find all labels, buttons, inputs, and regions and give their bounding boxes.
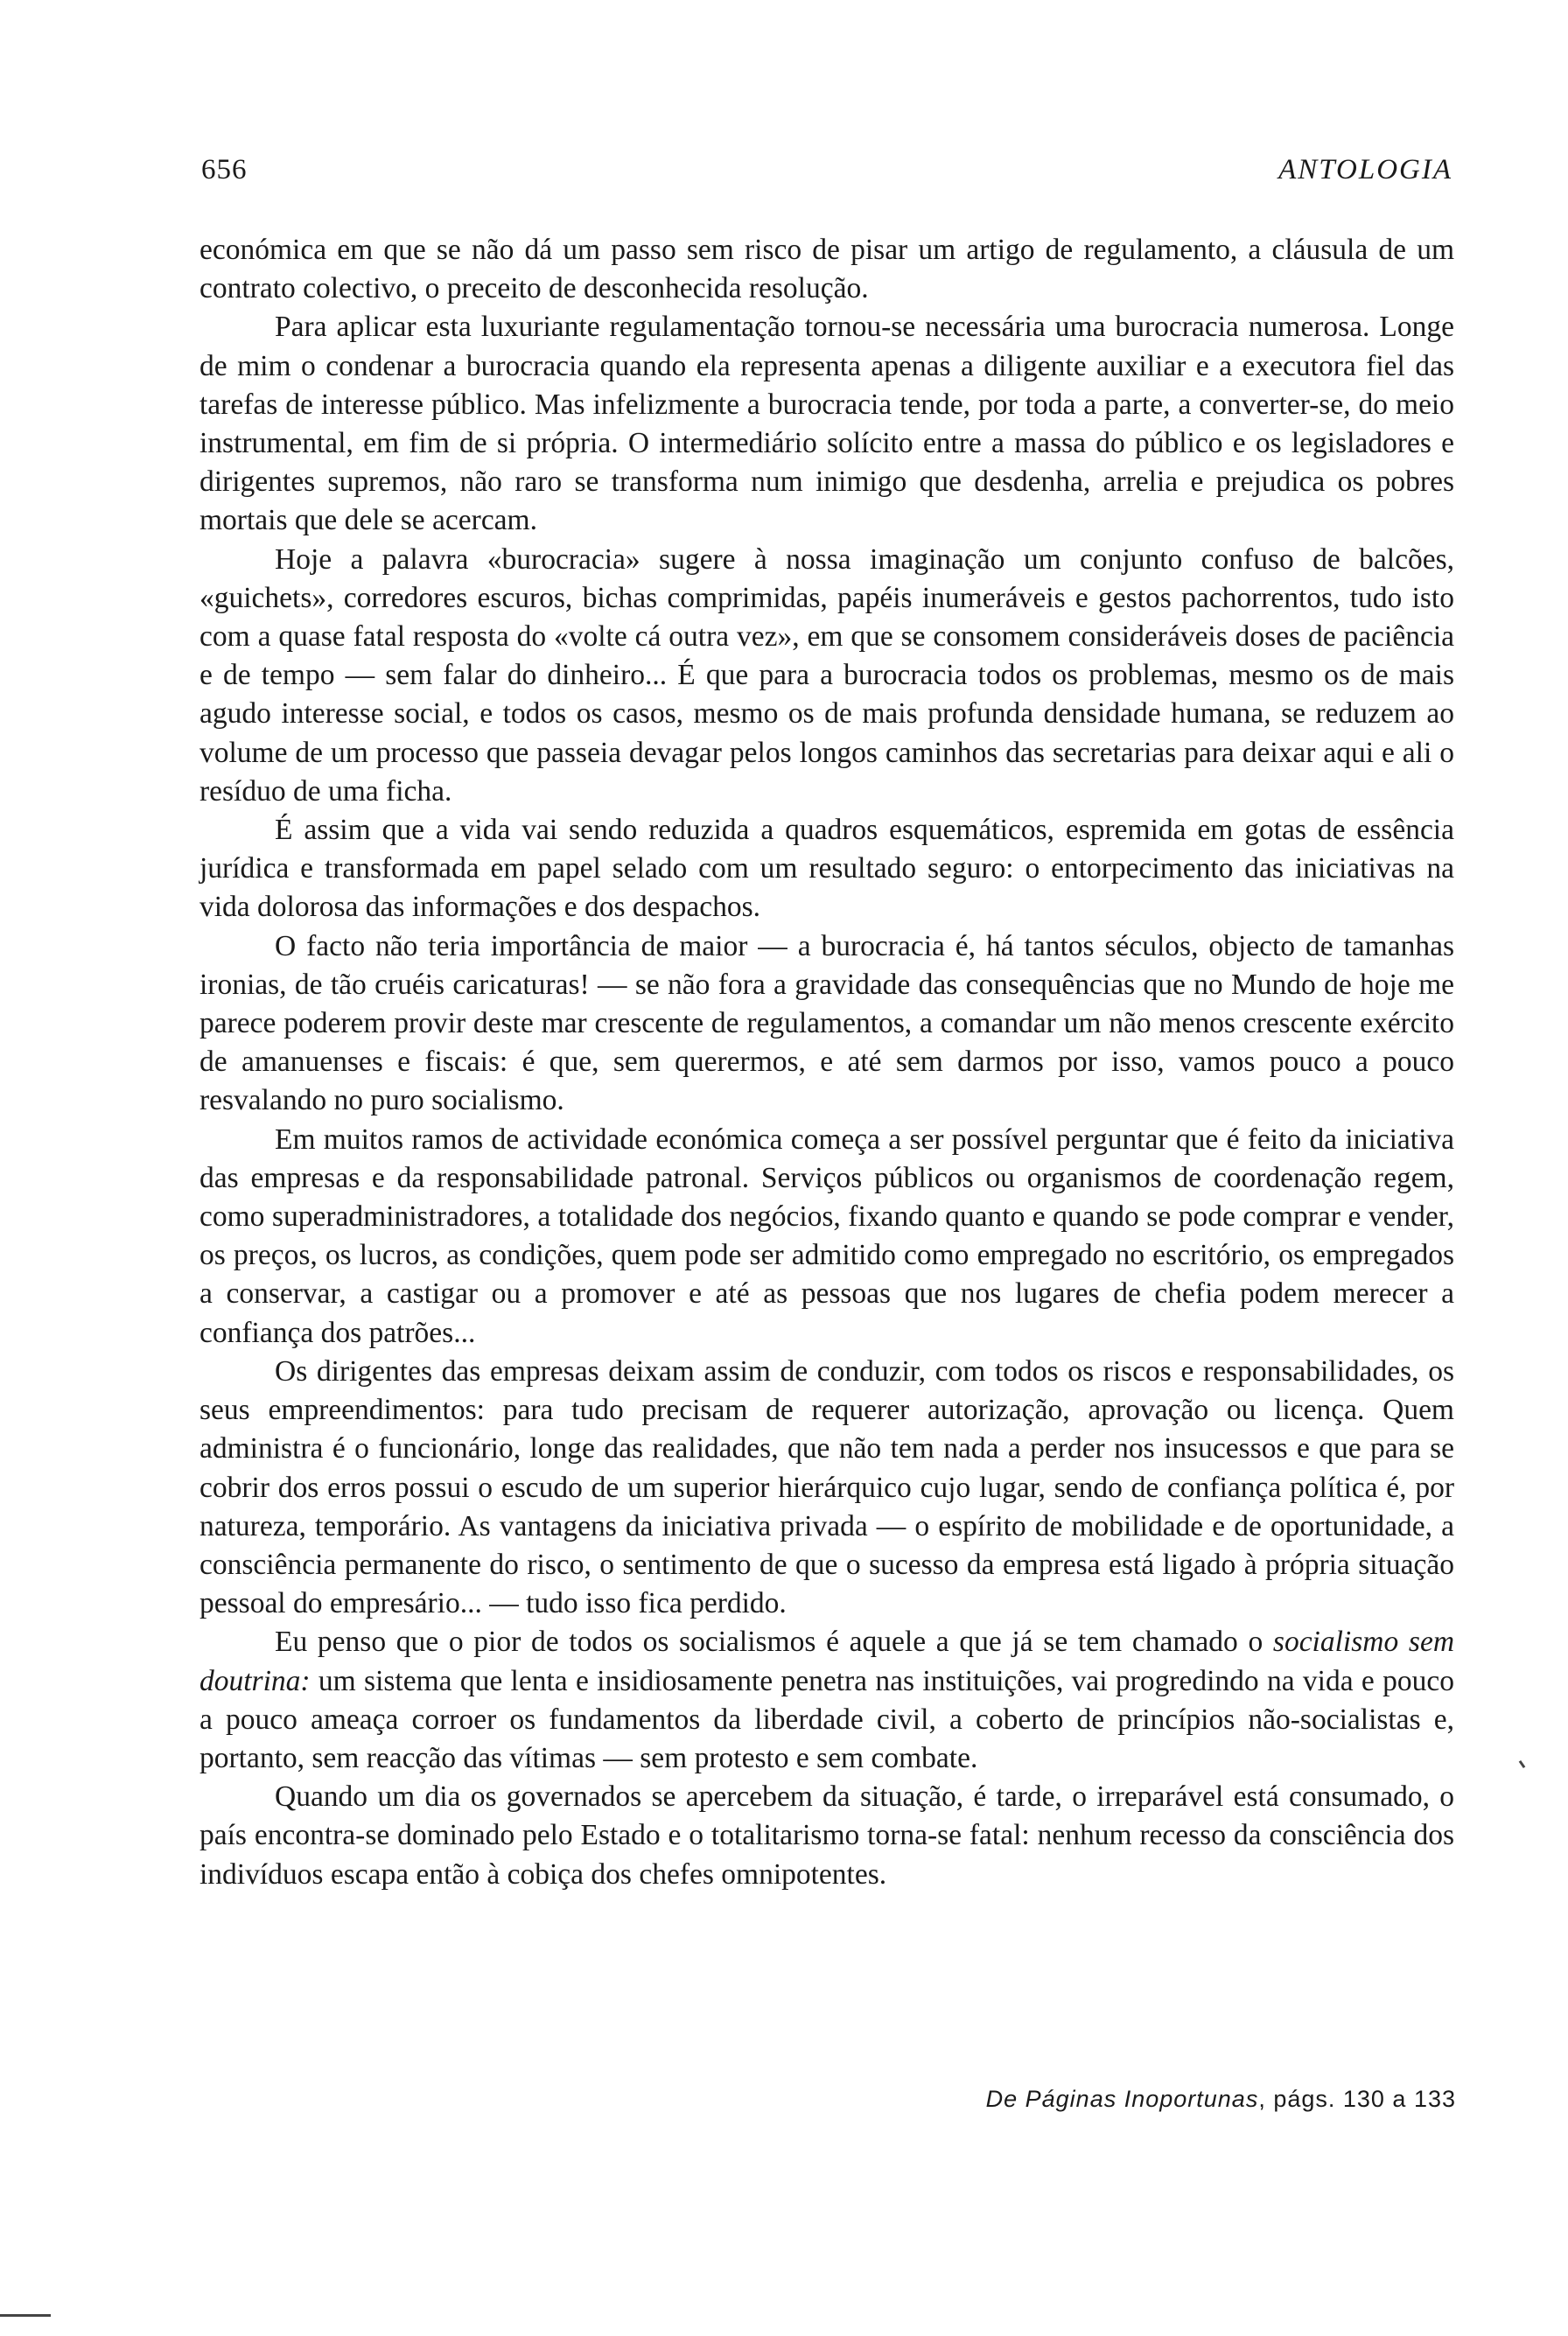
paragraph-9: Quando um dia os governados se apercebem da situação, é tarde, o irreparável está consumado, o país encontra-se dominado pelo Estado e o totalitarismo torna-se fatal: nenhum recesso da consciência dos indivíduos escapa então à cobiça dos chefes omnipotentes. (200, 1780, 1454, 1891)
scan-speck (1519, 1760, 1526, 1768)
source-pages: , págs. 130 a 133 (1258, 2086, 1456, 2112)
paragraph-8-lead: Eu penso que o pior de todos os socialismos é aquele a que já se tem chamado o (275, 1626, 1273, 1659)
paragraph-3: Hoje a palavra «burocracia» sugere à nossa imaginação um conjunto confuso de balcões, «guichets», corredores escuros, bichas comprimidas, papéis inumeráveis e gestos pachorrentos, tudo isto com a quase fatal resposta do «volte cá outra vez», em que se consomem consideráveis doses de paciência e de tempo — sem falar do dinheiro... É que para a burocracia todos os problemas, mesmo os de mais agudo interesse social, e todos os casos, mesmo os de mais profunda densidade humana, se reduzem ao volume de um processo que passeia devagar pelos longos caminhos das secretarias para deixar aqui e ali o resíduo de uma ficha. (200, 542, 1454, 808)
paragraph-5: O facto não teria importância de maior — a burocracia é, há tantos séculos, objecto de tamanhas ironias, de tão cruéis caricaturas! — se não fora a gravidade das consequências que no Mundo de hoje me parece poderem provir deste mar crescente de regulamentos, a comandar um não menos crescente exército de amanuenses e fiscais: é que, sem querermos, e até sem darmos por isso, vamos pouco a pouco resvalando no puro socialismo. (200, 929, 1454, 1117)
paragraph-4: É assim que a vida vai sendo reduzida a quadros esquemáticos, espremida em gotas de essência jurídica e transformada em papel selado com um resultado seguro: o entorpecimento das iniciativas na vida dolorosa das informações e dos despachos. (200, 814, 1454, 924)
emphasis-socialismo-sem-doutrina: socialismo sem doutrina: (200, 1626, 1455, 1697)
paragraph-6: Em muitos ramos de actividade económica começa a ser possível perguntar que é feito da iniciativa das empresas e da responsabilidade patronal. Serviços públicos ou organismos de coordenação regem, como superadministradores, a totalidade dos negócios, fixando quanto e quando se pode comprar e vender, os preços, os lucros, as condições, quem pode ser admitido como empregado no escritório, os empregados a conservar, a castigar ou a promover e até as pessoas que nos lugares de chefia podem merecer a confiança dos patrões... (200, 1123, 1454, 1349)
page-number: 656 (201, 154, 248, 185)
running-title: ANTOLOGIA (1278, 154, 1452, 185)
paragraph-2: Para aplicar esta luxuriante regulamentação tornou-se necessária uma burocracia numerosa. Longe de mim o condenar a burocracia quando ela representa apenas a diligente auxiliar e a executora fiel das tarefas de interesse público. Mas infelizmente a burocracia tende, por toda a parte, a converter-se, do meio instrumental, em fim de si própria. O intermediário solícito entre a massa do público e os legisladores e dirigentes supremos, não raro se transforma num inimigo que desdenha, arrelia e prejudica os pobres mortais que dele se acercam. (200, 311, 1454, 537)
source-citation (986, 2086, 1456, 2113)
paragraph-8-rest: um sistema que lenta e insidiosamente penetra nas instituições, vai progredindo na vida e pouco a pouco ameaça corroer os fundamentos da liberdade civil, a coberto de princípios não-socialistas e, portanto, sem reacção das vítimas — sem protesto e sem combate. (200, 1664, 1454, 1774)
scan-edge-mark (0, 2314, 51, 2317)
paragraph-7: Os dirigentes das empresas deixam assim de conduzir, com todos os riscos e responsabilidades, os seus empreendimentos: para tudo precisam de requerer autorização, aprovação ou licença. Quem administra é o funcionário, longe das realidades, que não tem nada a perder nos insucessos e que para se cobrir dos erros possui o escudo de um superior hierárquico cujo lugar, sendo de confiança política é, por natureza, temporário. As vantagens da iniciativa privada — o espírito de mobilidade e de oportunidade, a consciência permanente do risco, o sentimento de que o sucesso da empresa está ligado à própria situação pessoal do empresário... — tudo isso fica perdido. (200, 1354, 1454, 1620)
body-text (200, 231, 1454, 1894)
paragraph-8 (200, 1623, 1454, 1778)
source-title: De Páginas Inoportunas (985, 2086, 1259, 2112)
running-head (201, 154, 1452, 189)
paragraph-1: económica em que se não dá um passo sem risco de pisar um artigo de regulamento, a cláusula de um contrato colectivo, o preceito de desconhecida resolução. (200, 234, 1454, 305)
